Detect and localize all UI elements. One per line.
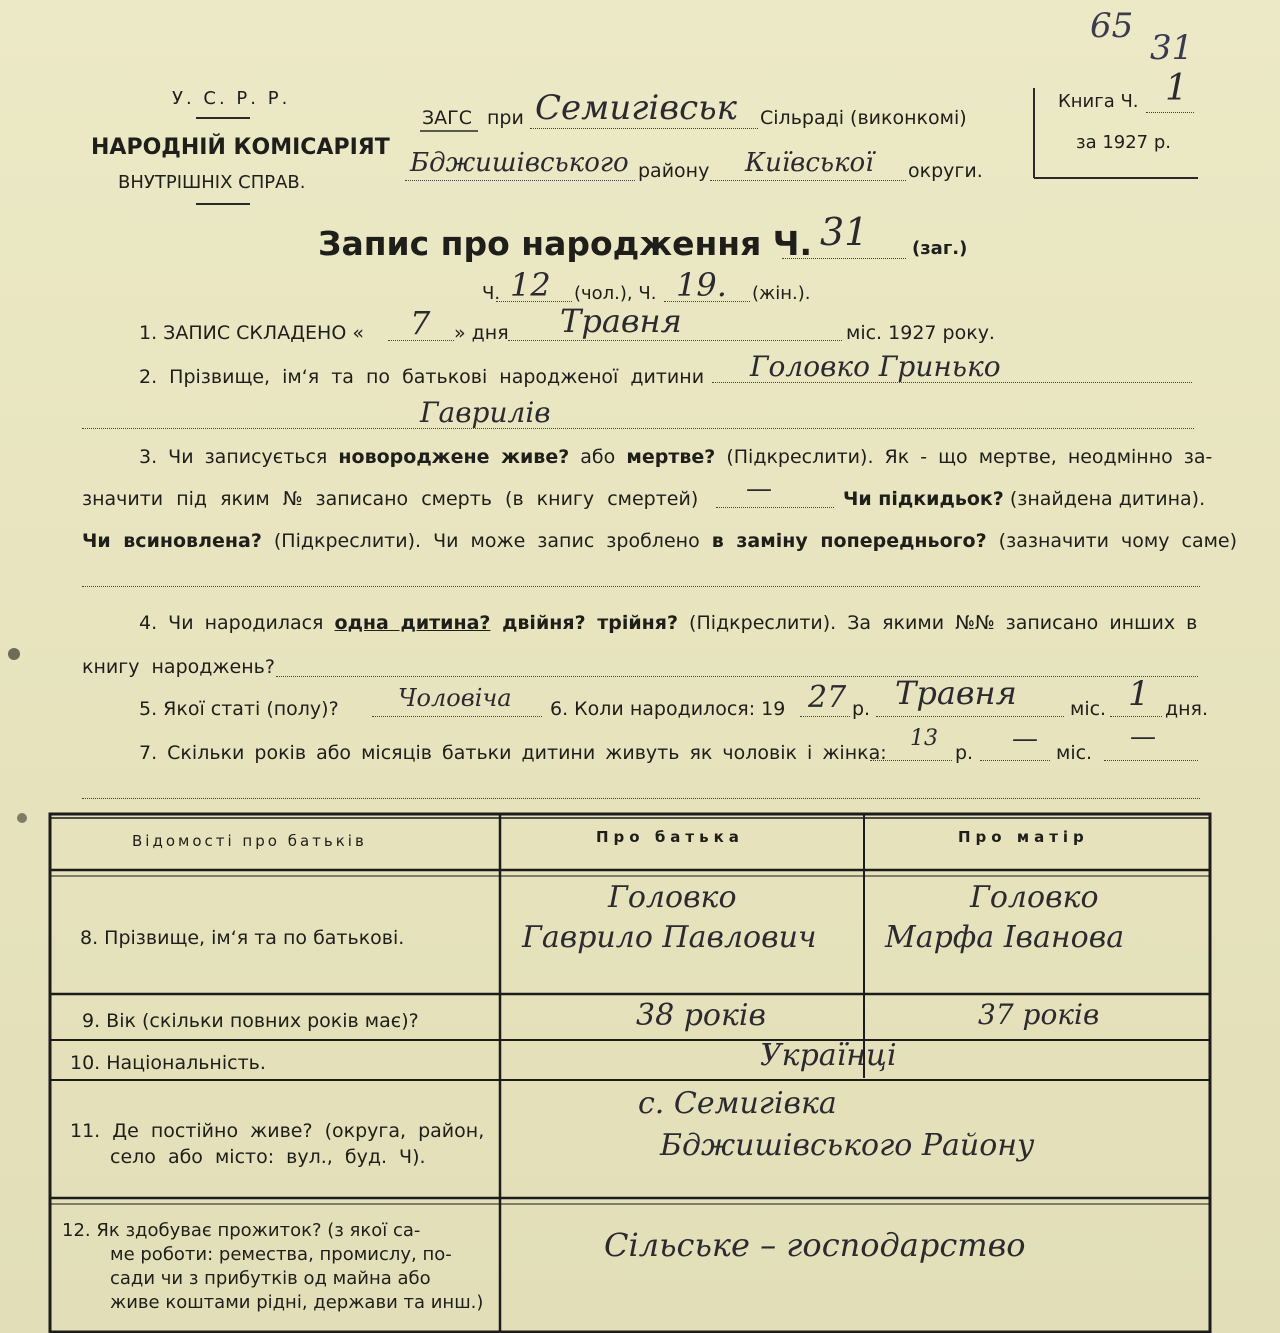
- q6-day: 1: [1128, 674, 1150, 714]
- q3-b-value: —: [746, 474, 772, 504]
- q4-a3: двійня? трійня?: [490, 612, 679, 634]
- zags-at: при: [487, 107, 524, 129]
- q7-months: —: [1012, 724, 1038, 754]
- row10-label: 10. Національність.: [70, 1052, 266, 1074]
- row11-value1: с. Семигівка: [638, 1086, 837, 1121]
- col-header-mother: Про матір: [958, 828, 1089, 846]
- q6-label: 6. Коли народилося: 19: [550, 698, 786, 720]
- q3-c2: (Підкреслити). Чи може запис зроблено: [261, 530, 712, 552]
- row10-value: Українці: [760, 1038, 897, 1073]
- record-number: 31: [820, 210, 869, 254]
- zags-village: Семигівськ: [535, 88, 737, 128]
- q3-a2: новороджене живе?: [338, 446, 570, 468]
- district-value: Бджишівського: [410, 148, 629, 178]
- q5-value: Чоловіча: [398, 684, 512, 712]
- archive-number-2: 31: [1150, 28, 1194, 68]
- row12-label1: 12. Як здобуває прожиток? (з якої са-: [62, 1220, 421, 1241]
- q3-b2: Чи підкидьок?: [843, 488, 1004, 510]
- row9-mother: 37 років: [978, 998, 1100, 1031]
- sub-ch: Ч.: [482, 283, 501, 304]
- col-header-father: Про батька: [596, 828, 744, 846]
- council-label: Сільраді (виконкомі): [760, 107, 967, 129]
- q3-b3: (знайдена дитина).: [1003, 488, 1206, 510]
- q3-a5: (Підкреслити). Як - що мертве, неодмінно за-: [715, 446, 1213, 468]
- q1-mid: » дня: [454, 322, 509, 344]
- q7-years: 13: [910, 726, 938, 751]
- q1-label: 1. ЗАПИС СКЛАДЕНО «: [139, 322, 364, 344]
- row12-label2: ме роботи: ремества, промислу, по-: [110, 1244, 452, 1265]
- q4-a1: 4. Чи народилася: [139, 612, 335, 634]
- q6-year: 27: [808, 680, 847, 715]
- q1-day: 7: [410, 304, 431, 342]
- q6-month: Травня: [895, 674, 1017, 712]
- q1-end: міс. 1927 року.: [846, 322, 995, 344]
- row11-label1: 11. Де постійно живе? (округа, район,: [70, 1120, 485, 1142]
- record-suffix: (заг.): [912, 238, 968, 259]
- row12-label4: живе коштами рідні, держави та инш.): [110, 1292, 484, 1313]
- okruha-value: Київської: [745, 148, 874, 178]
- q2-label: 2. Прізвище, ім‘я та по батькові народженої дитини: [139, 366, 705, 388]
- row8-mother2: Марфа Іванова: [885, 920, 1125, 955]
- archive-number: 65: [1090, 6, 1134, 46]
- district-label: району: [638, 160, 710, 182]
- q3-b1: значити під яким № записано смерть (в книгу смертей): [82, 488, 699, 510]
- q4-a2: одна дитина?: [334, 612, 491, 634]
- q1-month: Травня: [560, 302, 682, 340]
- row8-father1: Головко: [608, 880, 737, 915]
- row8-father2: Гаврило Павлович: [522, 920, 817, 955]
- q5-label: 5. Якої статі (полу)?: [139, 698, 339, 720]
- q3-c3: в заміну попереднього?: [711, 530, 987, 552]
- book-label: Книга Ч.: [1058, 91, 1139, 112]
- q3-c1: Чи всиновлена?: [82, 530, 262, 552]
- q2-value1: Головко Гринько: [750, 350, 1001, 383]
- row9-label: 9. Вік (скільки повних років має)?: [82, 1010, 419, 1032]
- q6-dnya: дня.: [1165, 698, 1209, 720]
- female-number: 19.: [676, 266, 727, 304]
- okruha-label: округи.: [908, 160, 983, 182]
- row12-label3: сади чи з прибутків од майна або: [110, 1268, 431, 1289]
- row12-value: Сільське – господарство: [604, 1226, 1026, 1264]
- male-number: 12: [510, 266, 551, 304]
- department-label: ВНУТРІШНІХ СПРАВ.: [118, 172, 306, 193]
- q4-a4: (Підкреслити). За якими №№ записано инших в: [678, 612, 1198, 634]
- q4-b1: книгу народжень?: [82, 656, 275, 678]
- q7-r: р.: [955, 742, 974, 764]
- book-year: за 1927 р.: [1076, 132, 1172, 153]
- row11-value2: Бджишівського Району: [660, 1128, 1035, 1163]
- q6-r: р.: [852, 698, 871, 720]
- row11-label2: село або місто: вул., буд. Ч).: [110, 1146, 426, 1168]
- row8-label: 8. Прізвище, ім‘я та по батькові.: [80, 927, 405, 949]
- q3-c4: (зазначити чому саме): [986, 530, 1238, 552]
- q7-extra: —: [1130, 722, 1156, 752]
- book-number: 1: [1165, 68, 1188, 109]
- male-label: (чол.), Ч.: [574, 283, 657, 304]
- ussr-label: У. С. Р. Р.: [172, 88, 291, 109]
- col-header-info: Відомості про батьків: [132, 832, 367, 850]
- q3-a4: мертве?: [626, 446, 716, 468]
- q7-mis: міс.: [1056, 742, 1093, 764]
- q3-a1: 3. Чи записується: [139, 446, 339, 468]
- commissariat-label: НАРОДНІЙ КОМІСАРІЯТ: [91, 135, 390, 160]
- q6-mis: міс.: [1070, 698, 1107, 720]
- row9-father: 38 років: [636, 998, 766, 1033]
- q2-value2: Гаврилів: [420, 396, 551, 429]
- record-title: Запис про народження Ч.: [318, 224, 812, 263]
- zags-prefix: ЗАГС: [422, 107, 473, 129]
- row8-mother1: Головко: [970, 880, 1099, 915]
- q3-a3: або: [569, 446, 627, 468]
- female-label: (жін.).: [752, 283, 811, 304]
- q7-label: 7. Скільки років або місяців батьки дитини живуть як чоловік і жінка:: [139, 742, 887, 764]
